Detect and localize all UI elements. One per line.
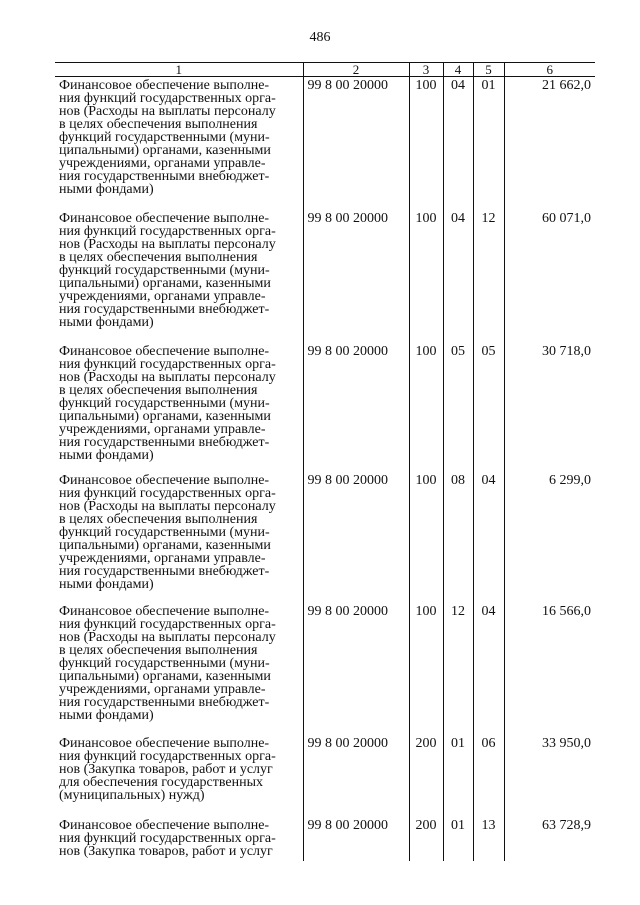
column-header-3: 3 xyxy=(409,63,443,77)
row-amount: 21 662,0 xyxy=(504,77,595,210)
column-header-2: 2 xyxy=(303,63,409,77)
row-subsection: 01 xyxy=(473,77,504,210)
row-description: Финансовое обеспечение выполне- ния функций государственных орга- нов (Закупка товаров, работ и услуг для обеспечения государственных (муниципальных) нужд) xyxy=(59,735,276,803)
table-row xyxy=(55,817,595,861)
row-amount: 16 566,0 xyxy=(504,603,595,735)
row-section: 04 xyxy=(443,210,473,343)
table-row xyxy=(55,472,595,603)
row-code: 99 8 00 20000 xyxy=(303,603,409,735)
column-header-5: 5 xyxy=(473,63,504,77)
row-expense-type: 100 xyxy=(409,210,443,343)
row-section: 01 xyxy=(443,817,473,861)
row-expense-type: 200 xyxy=(409,817,443,861)
row-subsection: 05 xyxy=(473,343,504,472)
row-code: 99 8 00 20000 xyxy=(303,735,409,817)
column-header-4: 4 xyxy=(443,63,473,77)
row-subsection: 12 xyxy=(473,210,504,343)
table-row xyxy=(55,343,595,472)
row-description: Финансовое обеспечение выполне- ния функций государственных орга- нов (Расходы на выплаты персоналу в целях обеспечения выполнения функций государственными (муни- ципальными) органами, казенными учреждениями, органами управле- ния государственными внебюджет- ными фондами) xyxy=(59,343,276,463)
table-row xyxy=(55,735,595,817)
row-code: 99 8 00 20000 xyxy=(303,343,409,472)
column-header-1: 1 xyxy=(55,63,303,77)
row-amount: 30 718,0 xyxy=(504,343,595,472)
row-code: 99 8 00 20000 xyxy=(303,472,409,603)
row-code: 99 8 00 20000 xyxy=(303,817,409,861)
row-subsection: 06 xyxy=(473,735,504,817)
row-amount: 60 071,0 xyxy=(504,210,595,343)
row-expense-type: 100 xyxy=(409,343,443,472)
row-amount: 6 299,0 xyxy=(504,472,595,603)
row-section: 08 xyxy=(443,472,473,603)
row-expense-type: 100 xyxy=(409,472,443,603)
page-number: 486 xyxy=(309,30,331,45)
row-code: 99 8 00 20000 xyxy=(303,77,409,210)
row-description: Финансовое обеспечение выполне- ния функций государственных орга- нов (Расходы на выплаты персоналу в целях обеспечения выполнения функций государственными (муни- ципальными) органами, казенными учреждениями, органами управле- ния государственными внебюджет- ными фондами) xyxy=(59,210,276,330)
row-expense-type: 100 xyxy=(409,77,443,210)
row-amount: 33 950,0 xyxy=(504,735,595,817)
row-expense-type: 100 xyxy=(409,603,443,735)
table-header xyxy=(55,63,595,77)
header-row xyxy=(55,63,595,77)
row-section: 01 xyxy=(443,735,473,817)
table-row xyxy=(55,210,595,343)
row-section: 12 xyxy=(443,603,473,735)
budget-table xyxy=(55,62,595,861)
row-amount: 63 728,9 xyxy=(504,817,595,861)
row-description: Финансовое обеспечение выполне- ния функций государственных орга- нов (Закупка товаров, работ и услуг xyxy=(59,817,276,859)
row-section: 05 xyxy=(443,343,473,472)
row-subsection: 04 xyxy=(473,472,504,603)
row-expense-type: 200 xyxy=(409,735,443,817)
row-description: Финансовое обеспечение выполне- ния функций государственных орга- нов (Расходы на выплаты персоналу в целях обеспечения выполнения функций государственными (муни- ципальными) органами, казенными учреждениями, органами управле- ния государственными внебюджет- ными фондами) xyxy=(59,603,276,723)
row-subsection: 04 xyxy=(473,603,504,735)
column-header-6: 6 xyxy=(504,63,595,77)
row-subsection: 13 xyxy=(473,817,504,861)
row-code: 99 8 00 20000 xyxy=(303,210,409,343)
row-section: 04 xyxy=(443,77,473,210)
table-row xyxy=(55,603,595,735)
table-row xyxy=(55,77,595,210)
row-description: Финансовое обеспечение выполне- ния функций государственных орга- нов (Расходы на выплаты персоналу в целях обеспечения выполнения функций государственными (муни- ципальными) органами, казенными учреждениями, органами управле- ния государственными внебюджет- ными фондами) xyxy=(59,472,276,592)
row-description: Финансовое обеспечение выполне- ния функций государственных орга- нов (Расходы на выплаты персоналу в целях обеспечения выполнения функций государственными (муни- ципальными) органами, казенными учреждениями, органами управле- ния государственными внебюджет- ными фондами) xyxy=(59,78,276,197)
table-body xyxy=(55,77,595,861)
